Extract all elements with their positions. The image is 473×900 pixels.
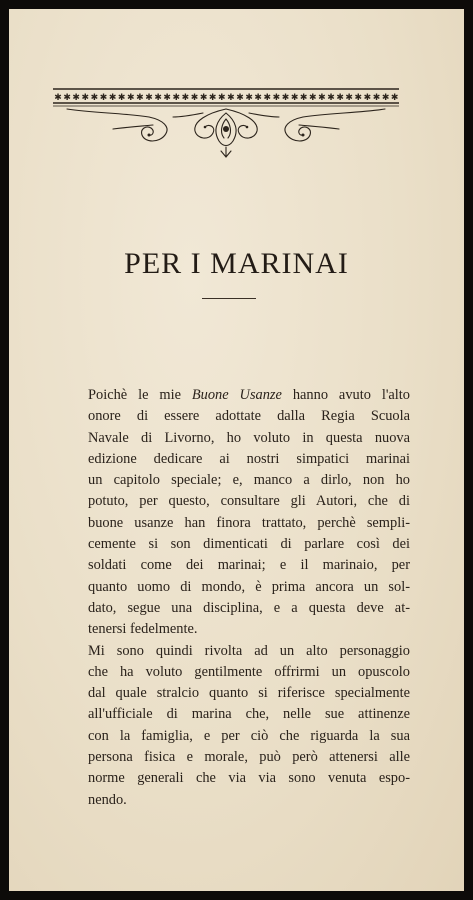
text-line: nendo.	[88, 791, 127, 808]
text-line: che ha voluto gentilmente offrirmi un opuscolo	[88, 663, 410, 680]
border-star-icon: ✱	[318, 93, 326, 103]
border-star-icon: ✱	[336, 93, 344, 103]
border-star-icon: ✱	[163, 93, 171, 103]
border-star-icon: ✱	[254, 93, 262, 103]
border-star-icon: ✱	[145, 93, 153, 103]
border-star-icon: ✱	[63, 93, 71, 103]
border-star-icon: ✱	[117, 93, 126, 103]
border-star-icon: ✱	[281, 93, 290, 103]
text-line: dal quale stralcio quanto si riferisce specialmente	[88, 685, 410, 702]
border-star-icon: ✱	[327, 93, 335, 103]
border-star-icon: ✱	[154, 93, 162, 103]
text-line: edizione dedicare ai nostri simpatici marinai	[88, 450, 410, 467]
border-star-icon: ✱	[108, 93, 117, 103]
text-line: cemente si son dimenticati di parlare così dei	[88, 536, 410, 553]
decorative-header-ornament-icon	[53, 87, 399, 159]
border-star-icon: ✱	[345, 93, 353, 103]
book-page	[9, 9, 464, 891]
border-star-icon: ✱	[299, 93, 308, 103]
text-line: tenersi fedelmente.	[88, 621, 198, 638]
text-line: un capitolo speciale; e, manco a dirlo, non ho	[88, 472, 410, 489]
text-line: quanto uomo di mondo, è prima ancora un sol-	[88, 578, 410, 595]
text-line: buone usanze han finora trattato, perchè sempli-	[88, 514, 410, 531]
text-line: all'ufficiale di marina che, nelle sue attinenze	[88, 706, 410, 723]
border-star-icon: ✱	[363, 93, 372, 103]
text-line: Navale di Livorno, ho voluto in questa nuova	[88, 429, 410, 446]
border-star-icon: ✱	[227, 93, 235, 103]
border-star-icon: ✱	[272, 93, 281, 103]
text-line: onore di essere adottate dalla Regia Scuola	[88, 408, 410, 425]
border-star-icon: ✱	[136, 93, 144, 103]
border-star-icon: ✱	[236, 93, 244, 103]
border-star-icon: ✱	[381, 93, 390, 103]
text-line: norme generali che via via sono venuta espo-	[88, 770, 410, 787]
text-line: con la famiglia, e per ciò che riguarda la sua	[88, 727, 410, 744]
border-star-icon: ✱	[190, 93, 199, 103]
border-star-icon: ✱	[208, 93, 217, 103]
text-line: soldati come dei marinai; e il marinaio, per	[88, 557, 410, 574]
text-line: Mi sono quindi rivolta ad un alto personaggio	[88, 642, 410, 659]
chapter-title: PER I MARINAI	[124, 247, 349, 280]
text-line: dato, segue una disciplina, e a questa deve at-	[88, 599, 410, 616]
border-star-icon: ✱	[354, 93, 363, 103]
paragraph	[70, 385, 410, 641]
border-star-icon: ✱	[263, 93, 272, 103]
border-star-icon: ✱	[54, 93, 62, 103]
border-star-icon: ✱	[172, 93, 181, 103]
border-star-icon: ✱	[90, 93, 99, 103]
paragraph	[70, 641, 410, 811]
border-star-icon: ✱	[290, 93, 299, 103]
title-divider	[202, 298, 256, 299]
text-line: persona fisica e morale, può però attenersi alle	[88, 749, 410, 766]
border-star-icon: ✱	[372, 93, 381, 103]
body-text	[70, 385, 410, 811]
border-star-icon: ✱	[127, 93, 135, 103]
text-line: Poichè le mie Buone Usanze hanno avuto l'alto	[88, 387, 410, 403]
text-line: potuto, per questo, consultare gli Autori, che di	[88, 493, 410, 510]
border-star-icon: ✱	[390, 93, 399, 103]
border-star-icon: ✱	[245, 93, 253, 103]
border-star-icon: ✱	[72, 93, 80, 103]
border-star-icon: ✱	[218, 93, 226, 103]
border-star-icon: ✱	[99, 93, 108, 103]
border-star-icon: ✱	[181, 93, 190, 103]
border-star-icon: ✱	[199, 93, 208, 103]
italic-book-title: Buone Usanze	[191, 387, 282, 403]
border-star-icon: ✱	[81, 93, 90, 103]
border-star-icon: ✱	[309, 93, 317, 103]
